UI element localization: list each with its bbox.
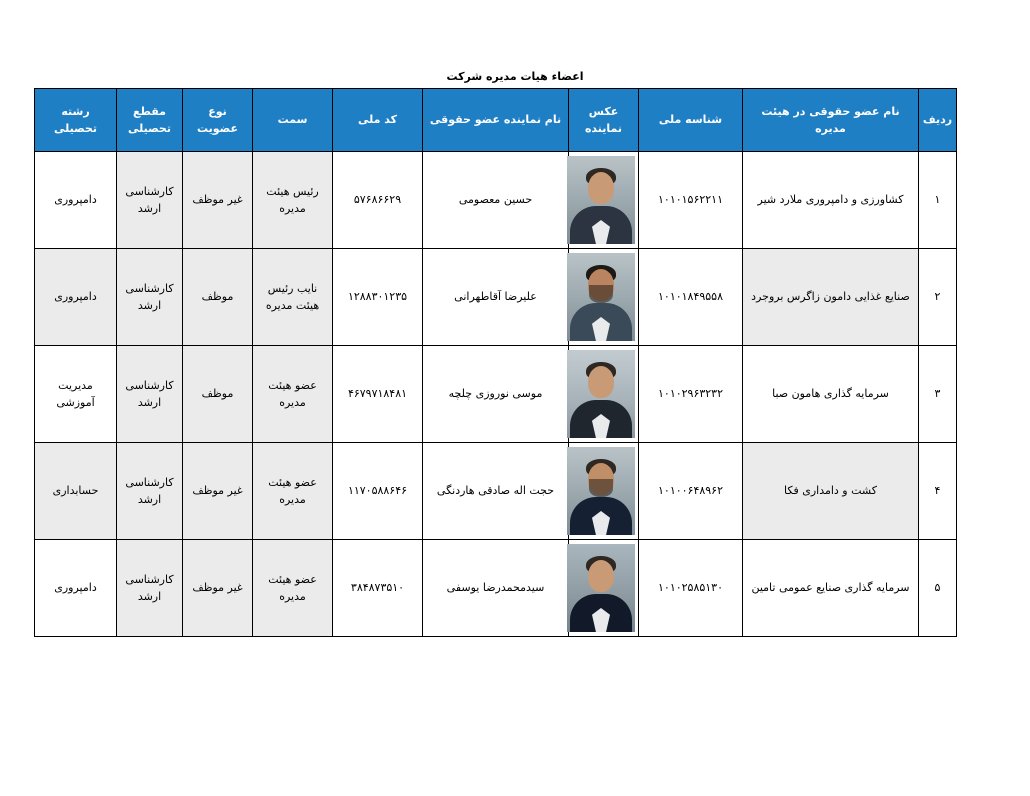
- column-header-index: ردیف: [919, 89, 957, 152]
- representative-portrait-icon: [567, 156, 635, 244]
- cell-national-code: ۱۲۸۸۳۰۱۲۳۵: [333, 249, 423, 346]
- cell-photo: [569, 152, 639, 249]
- cell-education-field: دامپروری: [35, 540, 117, 637]
- cell-national-id: ۱۰۱۰۱۸۴۹۵۵۸: [639, 249, 743, 346]
- cell-membership-type: غیر موظف: [183, 443, 253, 540]
- cell-photo: [569, 346, 639, 443]
- table-row: [35, 443, 957, 540]
- representative-portrait-icon: [567, 253, 635, 341]
- cell-representative: سیدمحمدرضا یوسفی: [423, 540, 569, 637]
- representative-portrait-icon: [567, 447, 635, 535]
- table-header: [35, 89, 957, 152]
- column-header-education-level: مقطع تحصیلی: [117, 89, 183, 152]
- table-row: [35, 249, 957, 346]
- page-title: اعضاء هیات مدیره شرکت: [446, 70, 584, 83]
- column-header-membership-type: نوع عضویت: [183, 89, 253, 152]
- cell-education-field: دامپروری: [35, 249, 117, 346]
- column-header-education-field: رشته تحصیلی: [35, 89, 117, 152]
- board-members-table: [34, 88, 957, 637]
- cell-index: ۵: [919, 540, 957, 637]
- cell-representative: حسین معصومی: [423, 152, 569, 249]
- column-header-national-id: شناسه ملی: [639, 89, 743, 152]
- column-header-national-code: کد ملی: [333, 89, 423, 152]
- cell-legal-member: صنایع غذایی دامون زاگرس بروجرد: [743, 249, 919, 346]
- cell-legal-member: کشاورزی و دامپروری ملارد شیر: [743, 152, 919, 249]
- cell-education-level: کارشناسی ارشد: [117, 346, 183, 443]
- cell-representative: موسی نوروزی چلچه: [423, 346, 569, 443]
- cell-position: عضو هیئت مدیره: [253, 443, 333, 540]
- cell-education-field: دامپروری: [35, 152, 117, 249]
- cell-legal-member: سرمایه گذاری هامون صبا: [743, 346, 919, 443]
- cell-membership-type: موظف: [183, 249, 253, 346]
- cell-national-code: ۳۸۴۸۷۳۵۱۰: [333, 540, 423, 637]
- cell-national-code: ۵۷۶۸۶۶۲۹: [333, 152, 423, 249]
- table-row: [35, 540, 957, 637]
- cell-legal-member: کشت و دامداری فکا: [743, 443, 919, 540]
- cell-national-id: ۱۰۱۰۱۵۶۲۲۱۱: [639, 152, 743, 249]
- cell-photo: [569, 443, 639, 540]
- cell-position: عضو هیئت مدیره: [253, 540, 333, 637]
- cell-membership-type: غیر موظف: [183, 540, 253, 637]
- table-row: [35, 346, 957, 443]
- cell-position: عضو هیئت مدیره: [253, 346, 333, 443]
- cell-position: نایب رئیس هیئت مدیره: [253, 249, 333, 346]
- cell-photo: [569, 249, 639, 346]
- cell-index: ۱: [919, 152, 957, 249]
- cell-photo: [569, 540, 639, 637]
- cell-membership-type: غیر موظف: [183, 152, 253, 249]
- cell-education-level: کارشناسی ارشد: [117, 152, 183, 249]
- cell-index: ۴: [919, 443, 957, 540]
- cell-national-code: ۴۶۷۹۷۱۸۴۸۱: [333, 346, 423, 443]
- cell-education-level: کارشناسی ارشد: [117, 443, 183, 540]
- column-header-photo: عکس نماینده: [569, 89, 639, 152]
- cell-legal-member: سرمایه گذاری صنایع عمومی تامین: [743, 540, 919, 637]
- table-row: [35, 152, 957, 249]
- cell-position: رئیس هیئت مدیره: [253, 152, 333, 249]
- cell-national-id: ۱۰۱۰۰۶۴۸۹۶۲: [639, 443, 743, 540]
- representative-portrait-icon: [567, 350, 635, 438]
- cell-education-level: کارشناسی ارشد: [117, 540, 183, 637]
- cell-representative: حجت اله صادقی هاردنگی: [423, 443, 569, 540]
- cell-membership-type: موظف: [183, 346, 253, 443]
- column-header-representative: نام نماینده عضو حقوقی: [423, 89, 569, 152]
- cell-index: ۲: [919, 249, 957, 346]
- cell-education-field: حسابداری: [35, 443, 117, 540]
- column-header-position: سمت: [253, 89, 333, 152]
- cell-national-id: ۱۰۱۰۲۵۸۵۱۳۰: [639, 540, 743, 637]
- column-header-legal-member: نام عضو حقوقی در هیئت مدیره: [743, 89, 919, 152]
- representative-portrait-icon: [567, 544, 635, 632]
- cell-education-field: مدیریت آموزشی: [35, 346, 117, 443]
- cell-index: ۳: [919, 346, 957, 443]
- cell-national-id: ۱۰۱۰۲۹۶۳۲۳۲: [639, 346, 743, 443]
- cell-national-code: ۱۱۷۰۵۸۸۶۴۶: [333, 443, 423, 540]
- table-body: [35, 152, 957, 637]
- cell-education-level: کارشناسی ارشد: [117, 249, 183, 346]
- cell-representative: علیرضا آقاطهرانی: [423, 249, 569, 346]
- table-header-row: [35, 89, 957, 152]
